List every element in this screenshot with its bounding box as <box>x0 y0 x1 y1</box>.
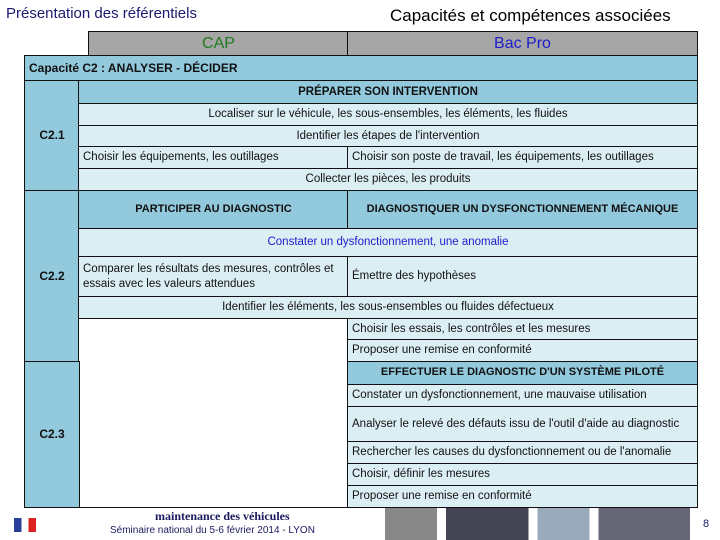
page-number: 8 <box>703 518 710 530</box>
c22-row-bac: Proposer une remise en conformité <box>347 339 698 362</box>
c21-row: Identifier les étapes de l'intervention <box>78 125 698 147</box>
footer-photos <box>385 508 690 540</box>
c21-title: PRÉPARER SON INTERVENTION <box>78 80 698 104</box>
c23-row: Rechercher les causes du dysfonctionnement ou de l'anomalie <box>347 441 698 464</box>
c22-title-bac: DIAGNOSTIQUER UN DYSFONCTIONNEMENT MÉCANIQUE <box>347 190 698 229</box>
c23-row: Proposer une remise en conformité <box>347 485 698 508</box>
c22-row-cap: Comparer les résultats des mesures, contrôles et essais avec les valeurs attendues <box>78 256 349 297</box>
c21-row: Collecter les pièces, les produits <box>78 168 698 191</box>
page-heading: Présentation des référentiels <box>6 5 197 22</box>
c22-row-bac: Émettre des hypothèses <box>347 256 698 297</box>
c22-row: Identifier les éléments, les sous-ensembles ou fluides défectueux <box>78 296 698 319</box>
republic-logo <box>14 518 36 532</box>
c21-row-cap: Choisir les équipements, les outillages <box>78 146 349 169</box>
c21-row-bac: Choisir son poste de travail, les équipements, les outillages <box>347 146 698 169</box>
col-cap-header: CAP <box>88 31 349 56</box>
footer-title: maintenance des véhicules <box>155 509 290 523</box>
c22-title-cap: PARTICIPER AU DIAGNOSTIC <box>78 190 349 229</box>
c23-title: EFFECTUER LE DIAGNOSTIC D'UN SYSTÈME PILOTÉ <box>347 361 698 385</box>
code-c21: C2.1 <box>24 80 80 191</box>
c23-row: Analyser le relevé des défauts issu de l'outil d'aide au diagnostic <box>347 406 698 442</box>
c23-row: Choisir, définir les mesures <box>347 463 698 486</box>
c23-row: Constater un dysfonctionnement, une mauvaise utilisation <box>347 384 698 407</box>
code-c22: C2.2 <box>24 190 80 362</box>
slide-title: Capacités et compétences associées <box>390 6 671 25</box>
cap-empty-area <box>78 318 349 508</box>
c21-row: Localiser sur le véhicule, les sous-ensembles, les éléments, les fluides <box>78 103 698 126</box>
capacity-row: Capacité C2 : ANALYSER - DÉCIDER <box>24 55 698 81</box>
footer-subtitle: Séminaire national du 5-6 février 2014 - LYON <box>110 525 315 536</box>
c22-row-bac: Choisir les essais, les contrôles et les mesures <box>347 318 698 340</box>
col-bac-header: Bac Pro <box>347 31 698 56</box>
code-c23: C2.3 <box>24 361 80 508</box>
c22-row: Constater un dysfonctionnement, une anomalie <box>78 228 698 257</box>
